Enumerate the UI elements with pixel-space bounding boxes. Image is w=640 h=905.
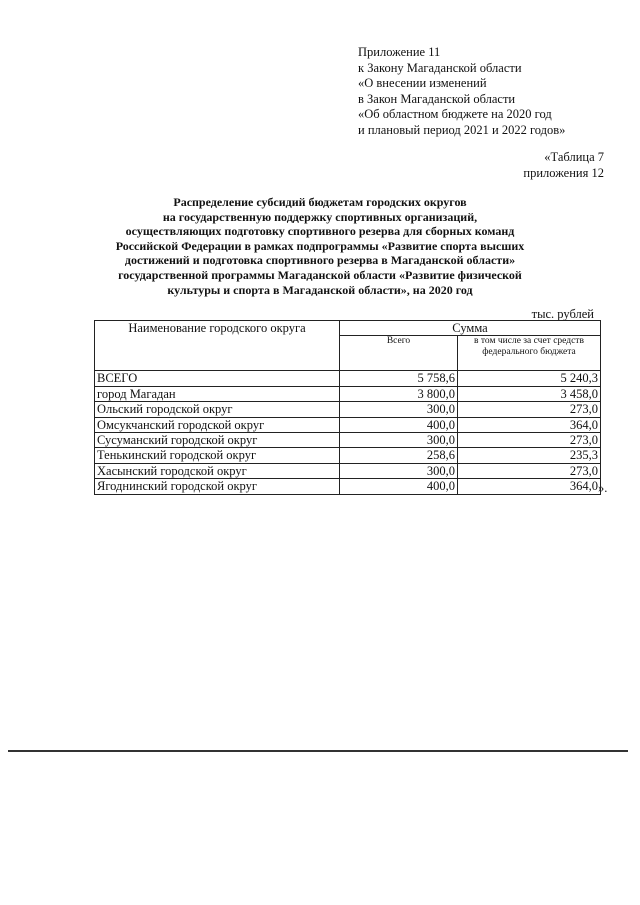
table-ref-line: «Таблица 7 [544, 150, 604, 164]
district-name: Тенькинский городской округ [95, 448, 340, 463]
appendix-line: Приложение 11 [358, 45, 441, 59]
district-name: Ольский городской округ [95, 402, 340, 417]
appendix-line: «Об областном бюджете на 2020 год [358, 107, 552, 121]
header-sum: Сумма [340, 321, 601, 336]
title-line: Распределение субсидий бюджетам городских округов [173, 195, 467, 209]
total-sum: 5 758,6 [340, 371, 458, 386]
header-federal: в том числе за счет средств федерального бюджета [458, 336, 601, 371]
table-total-row [95, 371, 601, 386]
district-federal: 3 458,0 [458, 386, 601, 401]
district-total: 300,0 [340, 402, 458, 417]
district-federal: 364,0 [458, 417, 601, 432]
appendix-line: и плановый период 2021 и 2022 годов» [358, 122, 566, 137]
district-federal: 273,0 [458, 433, 601, 448]
appendix-line: «О внесении изменений [358, 76, 487, 90]
district-name: Ягоднинский городской округ [95, 479, 340, 494]
closing-quote: ». [598, 481, 608, 495]
district-federal: 235,3 [458, 448, 601, 463]
table-row [95, 402, 601, 417]
table-row [95, 386, 601, 401]
appendix-block [358, 45, 565, 138]
title-line: государственной программы Магаданской области «Развитие физической [118, 267, 522, 282]
district-name: Омсукчанский городской округ [95, 417, 340, 432]
district-total: 300,0 [340, 433, 458, 448]
units-label: тыс. рублей [531, 307, 594, 321]
district-total: 258,6 [340, 448, 458, 463]
table-row [95, 479, 601, 494]
district-name: Сусуманский городской округ [95, 433, 340, 448]
table-header-row [95, 321, 601, 336]
appendix-line: к Закону Магаданской области [358, 60, 522, 75]
district-name: город Магадан [95, 386, 340, 401]
title-line: культуры и спорта в Магаданской области», на 2020 год [167, 282, 473, 297]
total-federal: 5 240,3 [458, 371, 601, 386]
district-total: 400,0 [340, 417, 458, 432]
table-row [95, 448, 601, 463]
header-district-name: Наименование городского округа [95, 321, 340, 371]
table-reference [404, 150, 604, 181]
table-row [95, 463, 601, 478]
district-total: 300,0 [340, 463, 458, 478]
header-total: Всего [340, 336, 458, 371]
title-line: на государственную поддержку спортивных организаций, [162, 209, 478, 224]
total-name: ВСЕГО [95, 371, 340, 386]
district-name: Хасынский городской округ [95, 463, 340, 478]
district-federal: 364,0 [458, 479, 601, 494]
title-line: Российской Федерации в рамках подпрограммы «Развитие спорта высших [115, 238, 525, 253]
subsidy-table [94, 320, 601, 495]
document-title [80, 195, 560, 297]
district-federal: 273,0 [458, 463, 601, 478]
table-ref-line: приложения 12 [523, 165, 604, 180]
district-total: 400,0 [340, 479, 458, 494]
page-divider [8, 750, 628, 752]
appendix-line: в Закон Магаданской области [358, 91, 516, 106]
title-line: осуществляющих подготовку спортивного резерва для сборных команд [125, 224, 515, 239]
table-row [95, 433, 601, 448]
table-row [95, 417, 601, 432]
title-line: достижений и подготовка спортивного резерва в Магаданской области» [124, 253, 516, 268]
district-federal: 273,0 [458, 402, 601, 417]
district-total: 3 800,0 [340, 386, 458, 401]
